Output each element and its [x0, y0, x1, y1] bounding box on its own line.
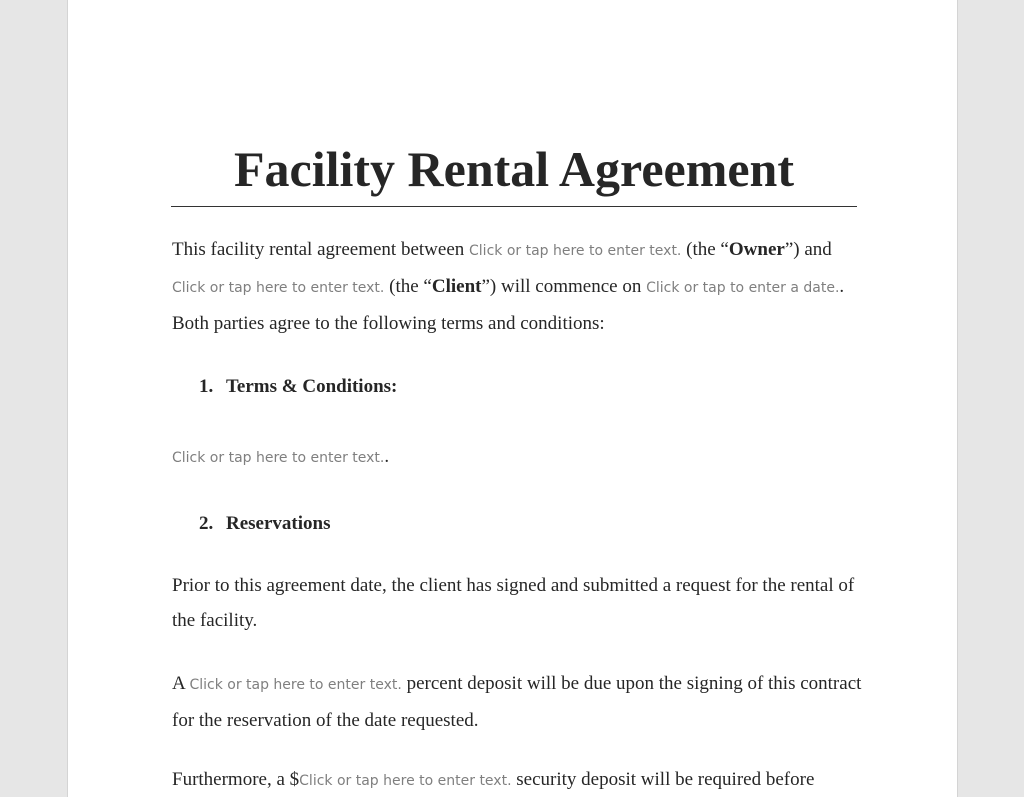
client-label: Client: [431, 276, 482, 297]
section-heading-reservations: [199, 511, 330, 537]
terms-suffix: .: [384, 446, 390, 467]
intro-text: ”) and: [784, 239, 832, 260]
security-deposit-field[interactable]: Click or tap here to enter text.: [299, 773, 512, 789]
reservations-paragraph-1: Prior to this agreement date, the client has signed and submitted a request for the rental of the facility.: [172, 575, 855, 631]
section-number: 1.: [199, 376, 214, 397]
intro-text: This facility rental agreement between: [172, 239, 470, 260]
document-page: [67, 0, 958, 797]
deposit-percent-field[interactable]: Click or tap here to enter text.: [189, 677, 402, 693]
terms-field[interactable]: Click or tap here to enter text.: [172, 450, 385, 466]
title-divider: [171, 206, 857, 207]
section-number: 2.: [199, 513, 214, 534]
intro-text: (the “: [384, 276, 432, 297]
security-text: Furthermore, a $: [172, 769, 300, 790]
intro-text: ”) will commence on: [481, 276, 647, 297]
intro-paragraph: [172, 232, 862, 341]
reservations-paragraph-3: [172, 762, 862, 797]
security-text: security deposit will be required before: [511, 769, 815, 790]
intro-text: . Both parties agree to the following terms and conditions:: [172, 276, 845, 334]
intro-text: (the “: [681, 239, 729, 260]
client-name-field[interactable]: Click or tap here to enter text.: [172, 280, 385, 296]
deposit-text: percent deposit will be due upon the signing of this contract for the reservation of the date requested.: [172, 673, 862, 731]
start-date-picker[interactable]: Click or tap to enter a date.: [646, 280, 840, 296]
section-heading-terms: [199, 374, 397, 400]
owner-label: Owner: [728, 239, 785, 260]
document-title: Facility Rental Agreement: [233, 141, 795, 197]
terms-paragraph: [172, 439, 862, 476]
owner-name-field[interactable]: Click or tap here to enter text.: [469, 243, 682, 259]
section-title: Terms & Conditions:: [226, 376, 398, 397]
section-title: Reservations: [226, 513, 331, 534]
reservations-paragraph-2: [172, 666, 862, 738]
deposit-text: A: [172, 673, 190, 694]
